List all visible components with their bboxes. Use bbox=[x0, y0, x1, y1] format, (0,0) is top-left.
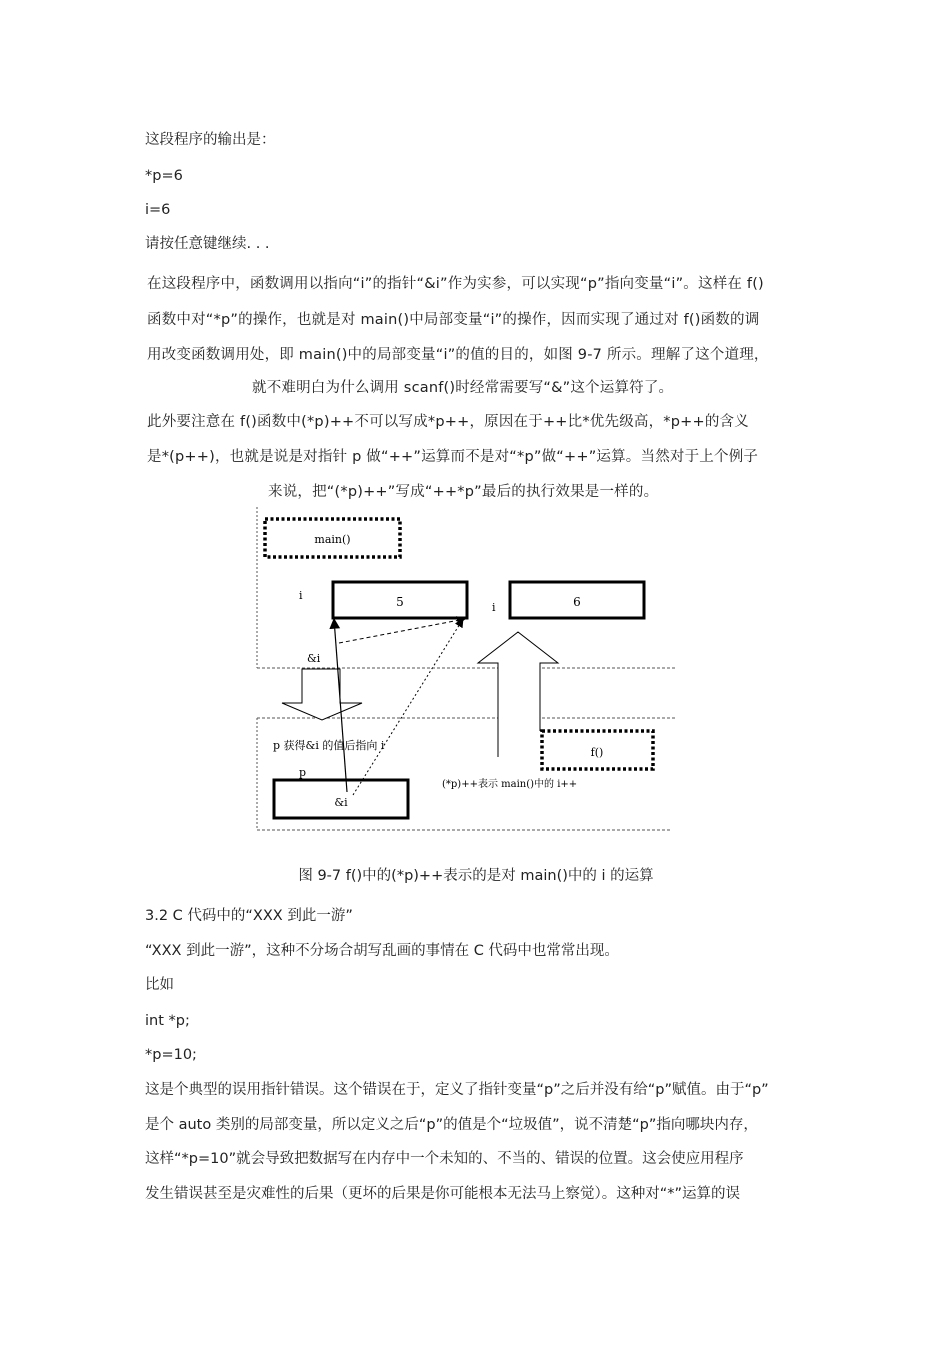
figure-caption: 图 9-7 f()中的(*p)++表示的是对 main()中的 i 的运算 bbox=[298, 868, 654, 884]
paragraph-1-line-2: 函数中对“*p”的操作，也就是对 main()中局部变量“i”的操作，因而实现了通过对 f()函数的调 bbox=[147, 312, 760, 328]
f-box-label: f() bbox=[590, 746, 604, 759]
var-i-value-right: 6 bbox=[573, 595, 581, 609]
var-i-label-right: i bbox=[492, 601, 496, 614]
address-label: &i bbox=[307, 652, 321, 665]
paragraph-1-line-4: 就不难明白为什么调用 scanf()时经常需要写“&”这个运算符了。 bbox=[252, 380, 674, 396]
main-box-label: main() bbox=[314, 533, 351, 546]
p-label: p bbox=[299, 766, 307, 779]
paragraph-3-line-2: 是个 auto 类别的局部变量，所以定义之后“p”的值是个“垃圾值”，说不清楚“p”指向哪块内存， bbox=[145, 1117, 758, 1133]
output-line-i: i=6 bbox=[145, 202, 171, 218]
paragraph-1-line-3: 用改变函数调用处，即 main()中的局部变量“i”的值的目的，如图 9-7 所示。理解了这个道理， bbox=[147, 347, 769, 363]
paragraph-1-line-1: 在这段程序中，函数调用以指向“i”的指针“&i”作为实参，可以实现“p”指向变量“i”。这样在 f() bbox=[147, 276, 764, 292]
paragraph-2-line-2: 是*(p++)，也就是说是对指针 p 做“++”运算而不是对“*p”做“++”运算。当然对于上个例子 bbox=[147, 449, 759, 465]
output-line-continue: 请按任意键继续. . . bbox=[145, 236, 270, 252]
example-lead: 比如 bbox=[145, 977, 174, 993]
pass-down-arrow bbox=[282, 669, 362, 720]
paragraph-2-line-3: 来说，把“(*p)++”写成“++*p”最后的执行效果是一样的。 bbox=[268, 484, 659, 500]
output-intro: 这段程序的输出是： bbox=[145, 132, 276, 148]
paragraph-3-line-3: 这样“*p=10”就会导致把数据写在内存中一个未知的、不当的、错误的位置。这会使应用程序 bbox=[145, 1151, 744, 1167]
paragraph-3-line-1: 这是个典型的误用指针错误。这个错误在于，定义了指针变量“p”之后并没有给“p”赋值。由于“p” bbox=[145, 1082, 769, 1098]
section-intro: “XXX 到此一游”，这种不分场合胡写乱画的事情在 C 代码中也常常出现。 bbox=[145, 943, 619, 959]
output-line-p: *p=6 bbox=[145, 168, 183, 184]
increment-note: (*p)++表示 main()中的 i++ bbox=[442, 779, 578, 790]
pointer-diagram bbox=[255, 505, 685, 837]
p-value: &i bbox=[334, 796, 348, 809]
paragraph-3-line-4: 发生错误甚至是灾难性的后果（更坏的后果是你可能根本无法马上察觉）。这种对“*”运算的误 bbox=[145, 1186, 741, 1202]
code-line-1: int *p; bbox=[145, 1013, 190, 1029]
section-heading: 3.2 C 代码中的“XXX 到此一游” bbox=[145, 908, 353, 924]
var-i-value-left: 5 bbox=[396, 595, 404, 609]
p-to-i-dashed-arrow bbox=[353, 619, 463, 795]
i-increment-dashed-arrow bbox=[339, 619, 465, 643]
paragraph-2-line-1: 此外要注意在 f()函数中(*p)++不可以写成*p++，原因在于++比*优先级高，*p++的含义 bbox=[147, 414, 749, 430]
var-i-label-left: i bbox=[299, 589, 303, 602]
code-line-2: *p=10; bbox=[145, 1047, 197, 1063]
p-caption: p 获得&i 的值后指向 i bbox=[273, 739, 385, 752]
